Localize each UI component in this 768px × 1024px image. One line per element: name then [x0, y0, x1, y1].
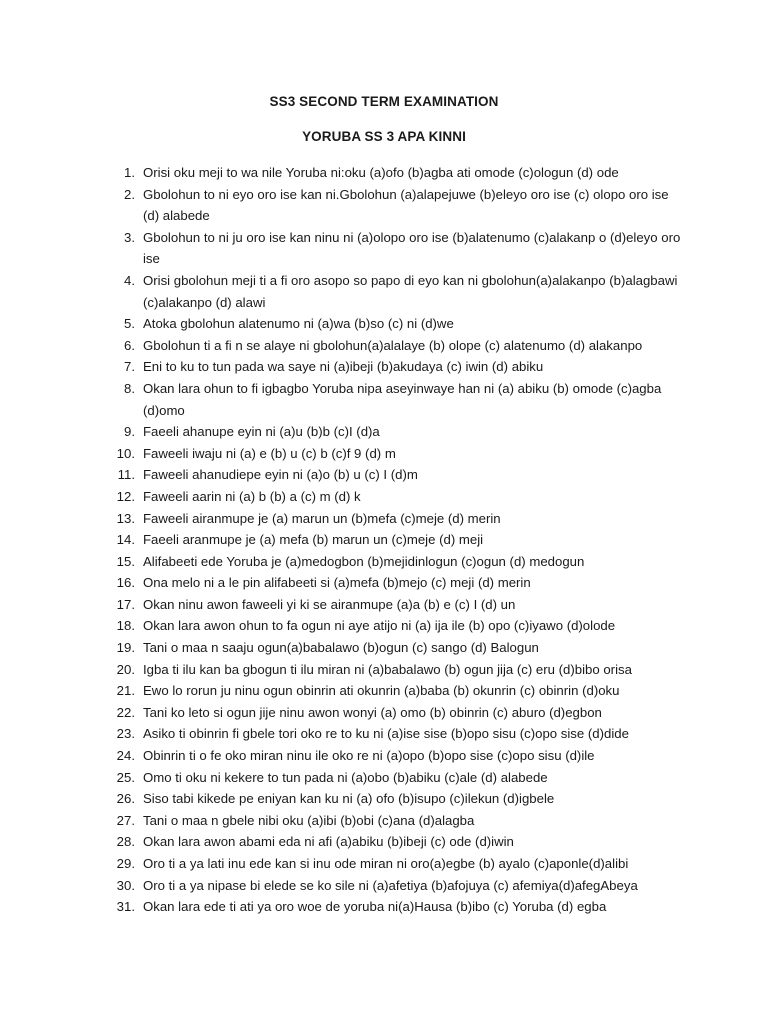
question-number: 18. [116, 618, 135, 634]
question-number: 6. [124, 337, 135, 353]
question-number: 9. [124, 424, 135, 440]
question-item [104, 594, 684, 616]
question-item [104, 637, 684, 659]
question-number: 4. [124, 272, 135, 288]
question-number: 11. [117, 467, 135, 483]
question-number: 30. [116, 877, 135, 893]
question-text: Faweeli airanmupe je (a) marun un (b)mefa (c)meje (d) merin [143, 510, 501, 526]
question-number: 26. [116, 791, 135, 807]
question-text: Faweeli ahanudiepe eyin ni (a)o (b) u (c) I (d)m [143, 467, 418, 483]
question-number: 5. [124, 316, 135, 332]
question-text: Faeeli aranmupe je (a) mefa (b) marun un (c)meje (d) meji [143, 532, 484, 548]
question-text: Obinrin ti o fe oko miran ninu ile oko re ni (a)opo (b)opo sise (c)opo sisu (d)ile [143, 748, 595, 764]
question-text: Ewo lo rorun ju ninu ogun obinrin ati okunrin (a)baba (b) okunrin (c) obinrin (d)oku [143, 683, 620, 699]
question-text: Okan lara awon abami eda ni afi (a)abiku (b)ibeji (c) ode (d)iwin [143, 834, 514, 850]
question-text: Tani o maa n saaju ogun(a)babalawo (b)ogun (c) sango (d) Balogun [143, 640, 539, 656]
question-item [104, 810, 684, 832]
question-item [104, 162, 684, 184]
question-number: 28. [116, 834, 135, 850]
question-item [104, 572, 684, 594]
question-item [104, 767, 684, 789]
question-item [104, 896, 684, 918]
question-item [104, 227, 684, 270]
question-text: Omo ti oku ni kekere to tun pada ni (a)obo (b)abiku (c)ale (d) alabede [143, 769, 548, 785]
question-number: 27. [116, 812, 135, 828]
question-number: 24. [116, 748, 135, 764]
question-item [104, 875, 684, 897]
question-text: Ona melo ni a le pin alifabeeti si (a)mefa (b)mejo (c) meji (d) merin [143, 575, 531, 591]
question-text: Okan lara ede ti ati ya oro woe de yoruba ni(a)Hausa (b)ibo (c) Yoruba (d) egba [143, 899, 607, 915]
question-text: Oro ti a ya nipase bi elede se ko sile ni (a)afetiya (b)afojuya (c) afemiya(d)afegAbeya [143, 877, 638, 893]
question-item [104, 680, 684, 702]
question-text: Okan ninu awon faweeli yi ki se airanmupe (a)a (b) e (c) I (d) un [143, 596, 516, 612]
question-item [104, 464, 684, 486]
question-text: Igba ti ilu kan ba gbogun ti ilu miran ni (a)babalawo (b) ogun jija (c) eru (d)bibo orisa [143, 661, 632, 677]
question-number: 12. [116, 488, 135, 504]
question-number: 16. [116, 575, 135, 591]
question-text: Atoka gbolohun alatenumo ni (a)wa (b)so (c) ni (d)we [143, 316, 454, 332]
question-number: 8. [124, 380, 135, 396]
question-text: Tani ko leto si ogun jije ninu awon wonyi (a) omo (b) obinrin (c) aburo (d)egbon [143, 704, 602, 720]
question-number: 15. [116, 553, 135, 569]
question-item [104, 335, 684, 357]
question-text: Okan lara ohun to fi igbagbo Yoruba nipa aseyinwaye han ni (a) abiku (b) omode (c)agba (d)omo [143, 380, 662, 418]
question-item [104, 508, 684, 530]
question-text: Oro ti a ya lati inu ede kan si inu ode miran ni oro(a)egbe (b) ayalo (c)aponle(d)alibi [143, 856, 629, 871]
question-number: 7. [124, 359, 135, 375]
question-item [104, 313, 684, 335]
question-item [104, 529, 684, 551]
question-item [104, 356, 684, 378]
exam-title: SS3 SECOND TERM EXAMINATION [269, 94, 499, 109]
question-number: 25. [116, 769, 135, 785]
question-list [104, 162, 684, 918]
question-item [104, 745, 684, 767]
question-item [104, 723, 684, 745]
question-item [104, 702, 684, 724]
question-item [104, 615, 684, 637]
question-item [104, 184, 684, 227]
question-number: 21. [116, 683, 135, 699]
question-item [104, 853, 684, 875]
question-item [104, 421, 684, 443]
question-number: 19. [116, 640, 135, 656]
question-number: 14. [116, 532, 135, 548]
question-text: Gbolohun ti a fi n se alaye ni gbolohun(a)alalaye (b) olope (c) alatenumo (d) alakanpo [143, 337, 643, 353]
question-number: 3. [124, 229, 135, 245]
question-number: 22. [116, 704, 135, 720]
question-item [104, 443, 684, 465]
question-text: Gbolohun to ni ju oro ise kan ninu ni (a)olopo oro ise (b)alatenumo (c)alakanp o (d)eleyo oro ise [143, 229, 681, 267]
question-number: 1. [124, 165, 135, 180]
question-number: 2. [124, 186, 135, 202]
question-number: 17. [116, 596, 135, 612]
question-text: Faweeli aarin ni (a) b (b) a (c) m (d) k [143, 488, 361, 504]
exam-subtitle: YORUBA SS 3 APA KINNI [302, 129, 466, 144]
question-item [104, 831, 684, 853]
question-item [104, 486, 684, 508]
question-number: 31. [116, 899, 135, 915]
question-text: Gbolohun to ni eyo oro ise kan ni.Gbolohun (a)alapejuwe (b)eleyo oro ise (c) olopo oro ise (d) alabede [143, 186, 669, 224]
question-text: Tani o maa n gbele nibi oku (a)ibi (b)obi (c)ana (d)alagba [143, 812, 475, 828]
question-number: 13. [116, 510, 135, 526]
question-text: Eni to ku to tun pada wa saye ni (a)ibeji (b)akudaya (c) iwin (d) abiku [143, 359, 544, 375]
question-item [104, 788, 684, 810]
question-text: Orisi oku meji to wa nile Yoruba ni:oku (a)ofo (b)agba ati omode (c)ologun (d) ode [143, 165, 619, 180]
question-text: Faeeli ahanupe eyin ni (a)u (b)b (c)I (d)a [143, 424, 380, 440]
question-text: Siso tabi kikede pe eniyan kan ku ni (a) ofo (b)isupo (c)ilekun (d)igbele [143, 791, 555, 807]
question-number: 29. [116, 856, 135, 871]
question-text: Asiko ti obinrin fi gbele tori oko re to ku ni (a)ise sise (b)opo sisu (c)opo sise (d)dide [143, 726, 629, 742]
question-item [104, 659, 684, 681]
question-text: Faweeli iwaju ni (a) e (b) u (c) b (c)f 9 (d) m [143, 445, 396, 461]
question-item [104, 270, 684, 313]
question-number: 20. [116, 661, 135, 677]
question-text: Okan lara awon ohun to fa ogun ni aye atijo ni (a) ija ile (b) opo (c)iyawo (d)olode [143, 618, 616, 634]
question-item [104, 378, 684, 421]
question-text: Alifabeeti ede Yoruba je (a)medogbon (b)mejidinlogun (c)ogun (d) medogun [143, 553, 585, 569]
question-item [104, 551, 684, 573]
question-number: 10. [116, 445, 135, 461]
question-text: Orisi gbolohun meji ti a fi oro asopo so papo di eyo kan ni gbolohun(a)alakanpo (b)alagbawi (c)alakanpo (d) alawi [143, 272, 678, 310]
question-number: 23. [116, 726, 135, 742]
